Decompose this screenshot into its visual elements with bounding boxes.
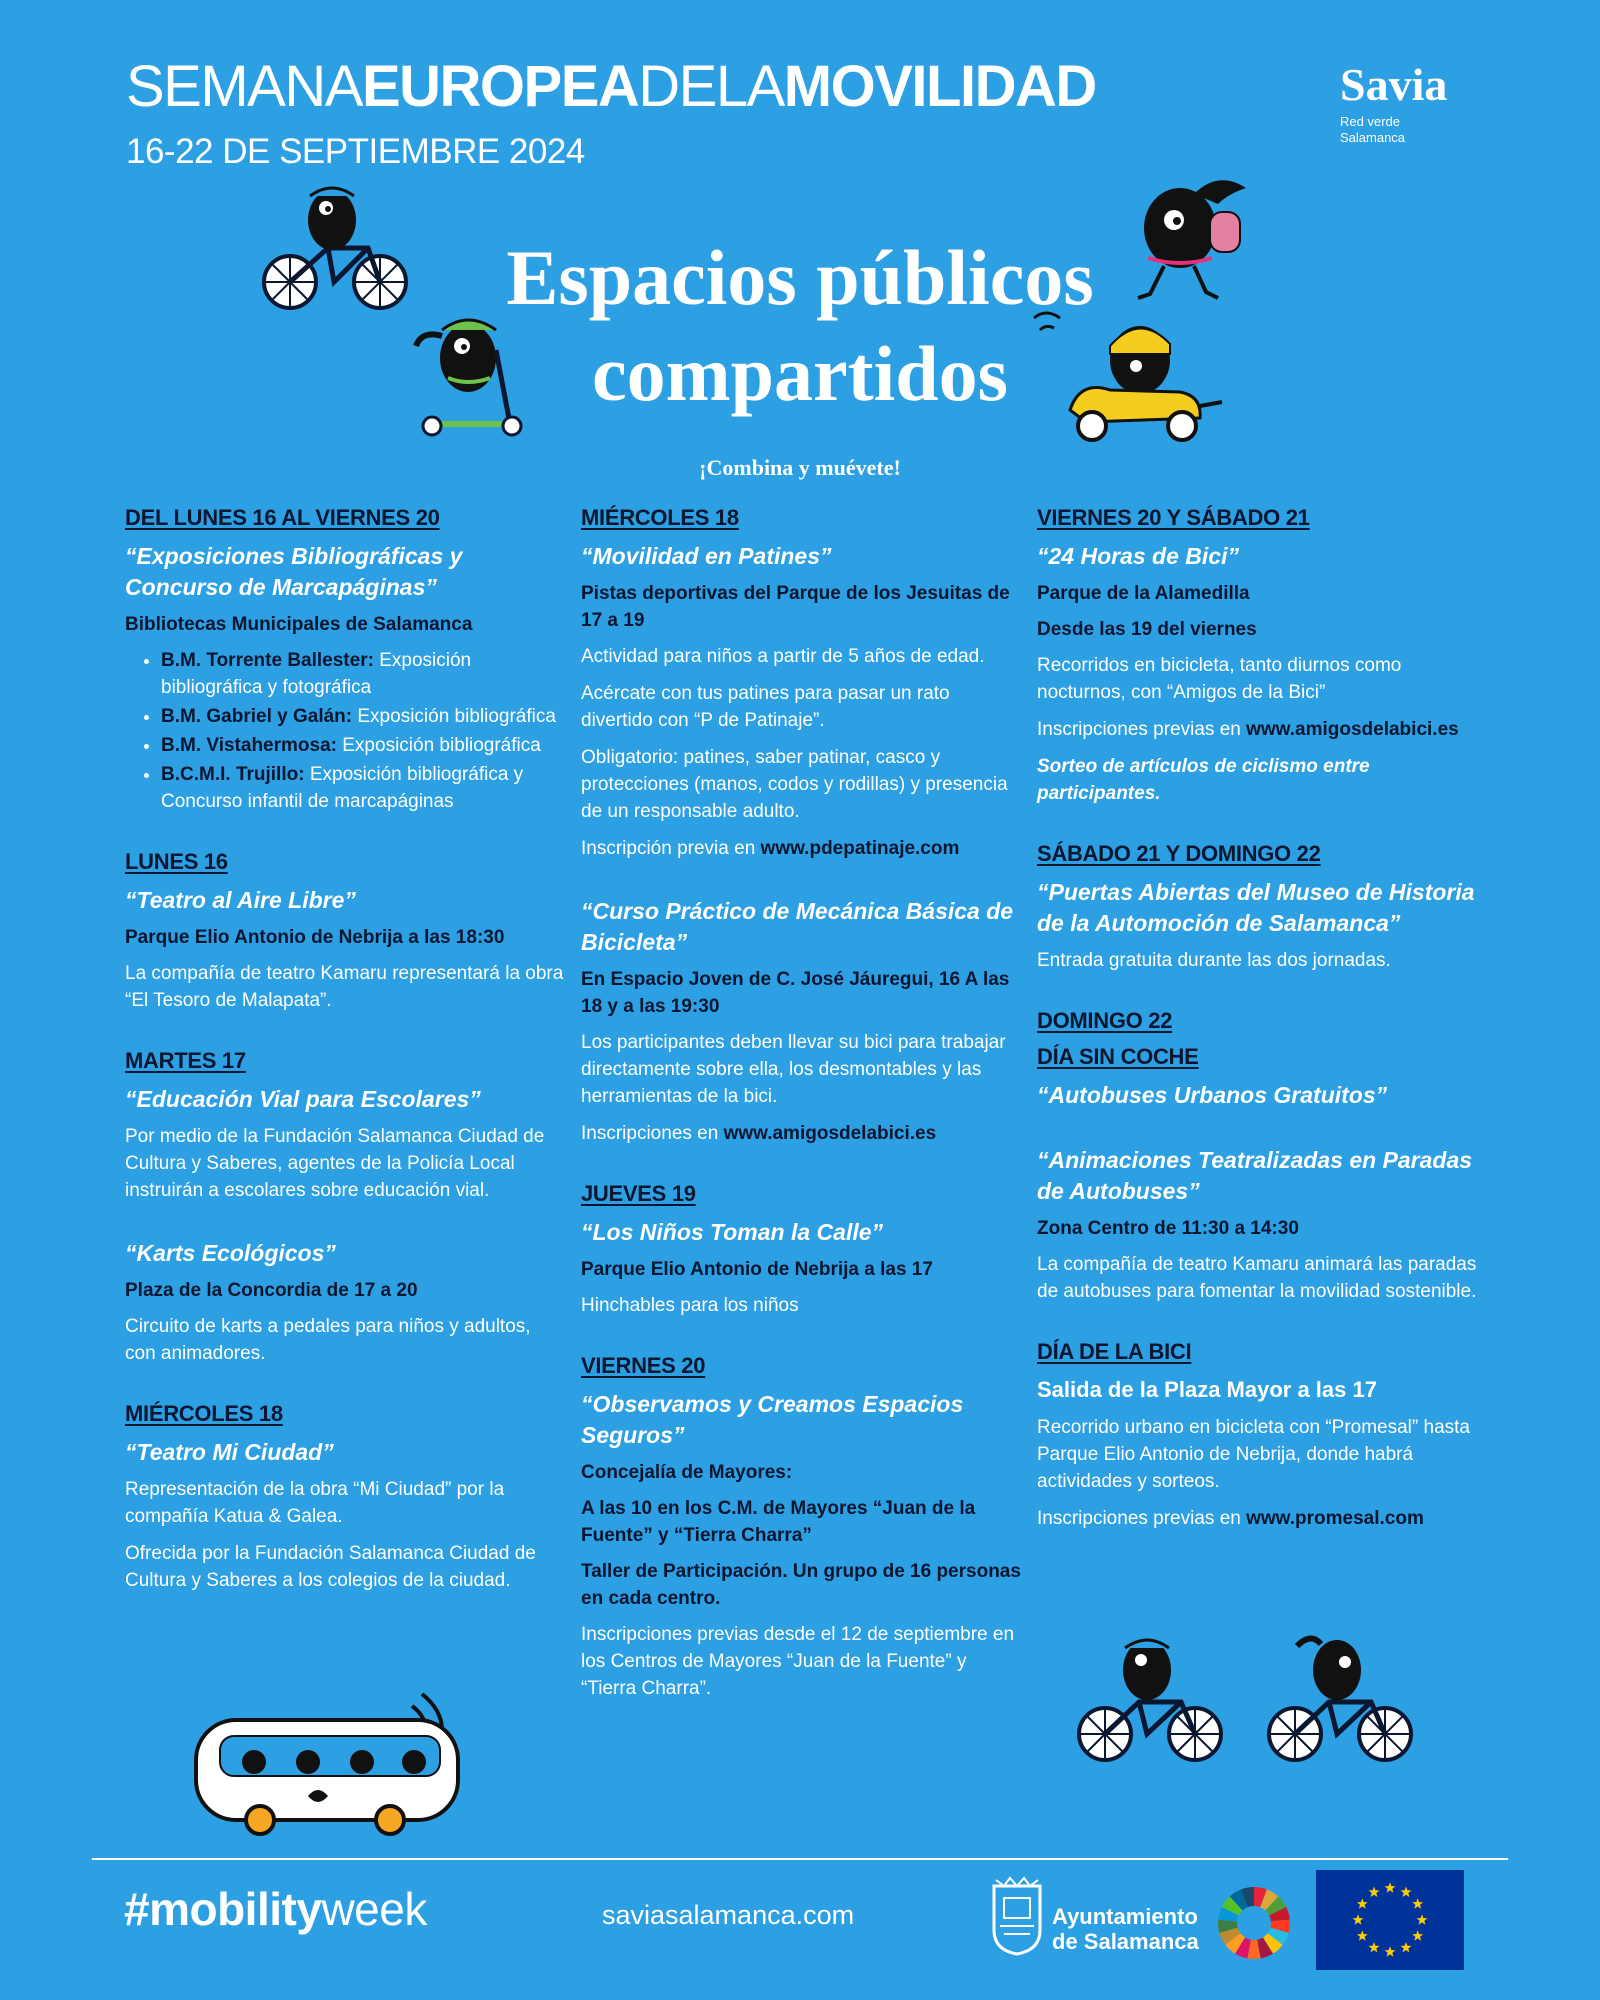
- day-heading: MARTES 17: [125, 1048, 246, 1073]
- moped-illustration: [1030, 310, 1230, 450]
- event-description-text: Circuito de karts a pedales para niños y adultos, con animadores.: [125, 1316, 531, 1364]
- program-block: [125, 849, 565, 1014]
- event-title-text: “24 Horas de Bici”: [1037, 543, 1239, 569]
- event-location-text: Pistas deportivas del Parque de los Jesuitas de 17 a 19: [581, 583, 1010, 631]
- program-block: [1037, 1145, 1477, 1305]
- day-heading: MIÉRCOLES 18: [581, 505, 739, 530]
- city-crest-icon: [990, 1876, 1044, 1956]
- library-description: Exposición bibliográfica: [352, 706, 556, 727]
- program-block: [581, 1181, 1021, 1319]
- event-title: [126, 54, 1096, 119]
- savia-logo: [1340, 59, 1448, 147]
- event-location: [581, 580, 1021, 634]
- walker-illustration: [1120, 170, 1270, 310]
- event-description-text: Hinchables para los niños: [581, 1295, 799, 1316]
- event-title-text: “Puertas Abiertas del Museo de Historia de la Automoción de Salamanca”: [1037, 879, 1475, 936]
- day-heading: DEL LUNES 16 AL VIERNES 20: [125, 505, 440, 530]
- library-item: [161, 761, 565, 815]
- day-heading: SÁBADO 21 Y DOMINGO 22: [1037, 841, 1321, 866]
- program-block: [581, 505, 1021, 862]
- event-description: [1037, 652, 1477, 706]
- event-title-text: “Observamos y Creamos Espacios Seguros”: [581, 1391, 964, 1448]
- event-location: [1037, 580, 1477, 607]
- program-block: [1037, 505, 1477, 807]
- savia-brand: Savia: [1340, 59, 1448, 110]
- eu-flag-icon: [1316, 1870, 1464, 1970]
- event-title: [581, 1389, 1021, 1451]
- event-description-text: Representación de la obra “Mi Ciudad” por la compañía Katua & Galea.: [125, 1479, 505, 1527]
- event-title-text: “Exposiciones Bibliográficas y Concurso de Marcapáginas”: [125, 543, 463, 600]
- poster-title-line-1: Espacios públicos: [506, 234, 1094, 321]
- program-block: [125, 1401, 565, 1594]
- event-title: [125, 1437, 565, 1468]
- event-description-text: Obligatorio: patines, saber patinar, casco y protecciones (manos, codos y rodillas) y presencia de un responsable adulto.: [581, 747, 1008, 822]
- event-title: [1037, 1080, 1477, 1111]
- program-block: [581, 896, 1021, 1147]
- library-name: B.M. Torrente Ballester:: [161, 650, 374, 671]
- ayuntamiento-line-2: de Salamanca: [1052, 1929, 1199, 1954]
- event-location: [125, 924, 565, 951]
- event-description-text: Ofrecida por la Fundación Salamanca Ciudad de Cultura y Saberes a los colegios de la ciudad.: [125, 1543, 536, 1591]
- event-description: [125, 1123, 565, 1204]
- library-name: B.M. Vistahermosa:: [161, 735, 337, 756]
- event-location-text: Bibliotecas Municipales de Salamanca: [125, 614, 473, 635]
- event-description: [581, 1292, 1021, 1319]
- event-description: [581, 680, 1021, 734]
- website-link[interactable]: saviasalamanca.com: [602, 1900, 855, 1930]
- event-location-text: Parque Elio Antonio de Nebrija a las 17: [581, 1259, 933, 1280]
- event-title: [581, 541, 1021, 572]
- title-part-1: SEMANA: [126, 54, 362, 119]
- event-title: [1037, 1145, 1477, 1207]
- program-block: [125, 1238, 565, 1367]
- link-text[interactable]: www.promesal.com: [1246, 1508, 1424, 1529]
- event-title-text: “Teatro Mi Ciudad”: [125, 1439, 334, 1465]
- library-item: [161, 732, 565, 759]
- event-title: [1037, 877, 1477, 939]
- library-description: Exposición bibliográfica y Concurso infantil de marcapáginas: [161, 764, 524, 812]
- library-list: [125, 647, 565, 815]
- link-text[interactable]: www.pdepatinaje.com: [760, 838, 960, 859]
- event-location-text: Concejalía de Mayores:: [581, 1462, 793, 1483]
- event-location: [581, 1558, 1021, 1612]
- event-description: [581, 744, 1021, 825]
- sdg-wheel-icon: [1215, 1884, 1293, 1962]
- day-heading: MIÉRCOLES 18: [125, 1401, 283, 1426]
- title-part-3: DELA: [638, 54, 784, 119]
- event-title-text: “Autobuses Urbanos Gratuitos”: [1037, 1082, 1388, 1108]
- event-title: [125, 541, 565, 603]
- event-location-text: Parque de la Alamedilla: [1037, 583, 1250, 604]
- event-location-text: Parque Elio Antonio de Nebrija a las 18:30: [125, 927, 505, 948]
- event-location-text: Zona Centro de 11:30 a 14:30: [1037, 1218, 1299, 1239]
- title-part-2: EUROPEA: [361, 54, 639, 119]
- event-description: [581, 1621, 1021, 1702]
- event-description-text: La compañía de teatro Kamaru representará la obra “El Tesoro de Malapata”.: [125, 963, 564, 1011]
- event-title-text: “Teatro al Aire Libre”: [125, 887, 356, 913]
- program-column-3: [1037, 505, 1477, 1566]
- link-text[interactable]: www.amigosdelabici.es: [1246, 719, 1459, 740]
- library-description: Exposición bibliográfica y fotográfica: [161, 650, 472, 698]
- title-part-4: MOVILIDAD: [783, 54, 1096, 119]
- ayuntamiento-line-1: Ayuntamiento: [1052, 1904, 1198, 1929]
- event-title-text: “Los Niños Toman la Calle”: [581, 1219, 884, 1245]
- event-description: [1037, 1251, 1477, 1305]
- program-block: [1037, 841, 1477, 974]
- event-location: [1037, 1215, 1477, 1242]
- library-description: Exposición bibliográfica: [336, 735, 541, 756]
- program-block: [125, 505, 565, 815]
- footer-divider: [92, 1858, 1508, 1860]
- event-description-text: Inscripciones previas en: [1037, 719, 1247, 740]
- day-heading: VIERNES 20 Y SÁBADO 21: [1037, 505, 1310, 530]
- library-name: B.C.M.I. Trujillo:: [161, 764, 305, 785]
- event-description: [581, 1120, 1021, 1147]
- program-column-2: [581, 505, 1021, 1736]
- event-location: [581, 966, 1021, 1020]
- library-item: [161, 703, 565, 730]
- poster-title-line-2: compartidos: [592, 330, 1008, 417]
- event-description: [581, 1029, 1021, 1110]
- event-location: [581, 1459, 1021, 1486]
- ayuntamiento-logo: [990, 1876, 1199, 1961]
- event-title: [125, 885, 565, 916]
- hashtag-rest: week: [321, 1883, 427, 1935]
- day-heading: DÍA DE LA BICI: [1037, 1339, 1192, 1364]
- event-description-text: La compañía de teatro Kamaru animará las paradas de autobuses para fomentar la movilidad sostenible.: [1037, 1254, 1477, 1302]
- day-heading: LUNES 16: [125, 849, 228, 874]
- event-location: [1037, 1375, 1477, 1405]
- event-location: [581, 1256, 1021, 1283]
- event-note-text: Sorteo de artículos de ciclismo entre participantes.: [1037, 756, 1370, 804]
- event-description-text: Recorridos en bicicleta, tanto diurnos como nocturnos, con “Amigos de la Bici”: [1037, 655, 1402, 703]
- hashtag-bold: #mobility: [124, 1883, 322, 1935]
- event-description-text: Inscripciones previas en: [1037, 1508, 1247, 1529]
- event-location-text: Salida de la Plaza Mayor a las 17: [1037, 1377, 1377, 1402]
- event-dates: 16-22 DE SEPTIEMBRE 2024: [126, 132, 585, 171]
- program-column-1: [125, 505, 565, 1628]
- event-title-text: “Educación Vial para Escolares”: [125, 1086, 481, 1112]
- event-location-text: A las 10 en los C.M. de Mayores “Juan de la Fuente” y “Tierra Charra”: [581, 1498, 976, 1546]
- library-item: [161, 647, 565, 701]
- event-location-text: Desde las 19 del viernes: [1037, 619, 1257, 640]
- event-description-text: Por medio de la Fundación Salamanca Ciudad de Cultura y Saberes, agentes de la Policía Local instruirán a escolares sobre educación vial.: [125, 1126, 545, 1201]
- event-location-text: En Espacio Joven de C. José Jáuregui, 16 A las 18 y a las 19:30: [581, 969, 1010, 1017]
- savia-sub-2: Salamanca: [1340, 130, 1406, 146]
- event-title-text: “Movilidad en Patines”: [581, 543, 832, 569]
- event-description-text: Recorrido urbano en bicicleta con “Promesal” hasta Parque Elio Antonio de Nebrija, donde habrá actividades y sorteos.: [1037, 1417, 1470, 1492]
- event-location: [581, 1495, 1021, 1549]
- event-description: [1037, 1505, 1477, 1532]
- two-cyclists-illustration: [1075, 1630, 1425, 1770]
- program-block: [581, 1353, 1021, 1702]
- event-location-text: Taller de Participación. Un grupo de 16 personas en cada centro.: [581, 1561, 1021, 1609]
- event-title: [125, 1084, 565, 1115]
- event-title-text: “Animaciones Teatralizadas en Paradas de Autobuses”: [1037, 1147, 1473, 1204]
- program-block: [1037, 1008, 1477, 1111]
- program-block: [1037, 1339, 1477, 1532]
- event-description-text: Inscripciones en: [581, 1123, 724, 1144]
- event-location: [125, 611, 565, 638]
- hashtag: [124, 1882, 427, 1936]
- savia-sub-1: Red verde: [1340, 114, 1400, 129]
- event-description: [125, 960, 565, 1014]
- event-location-text: Plaza de la Concordia de 17 a 20: [125, 1280, 418, 1301]
- event-title-text: “Curso Práctico de Mecánica Básica de Bicicleta”: [581, 898, 1014, 955]
- event-title: [581, 896, 1021, 958]
- cyclist-illustration-top-left: [258, 178, 418, 318]
- day-subheading: DÍA SIN COCHE: [1037, 1044, 1199, 1069]
- day-heading: DOMINGO 22: [1037, 1008, 1173, 1033]
- event-description-text: Los participantes deben llevar su bici para trabajar directamente sobre ella, los desmontables y las herramientas de la bici.: [581, 1032, 1006, 1107]
- event-description: [1037, 1414, 1477, 1495]
- link-text[interactable]: www.amigosdelabici.es: [723, 1123, 937, 1144]
- event-description-text: Inscripciones previas desde el 12 de septiembre en los Centros de Mayores “Juan de la Fuente” y “Tierra Charra”.: [581, 1624, 1015, 1699]
- event-location: [125, 1277, 565, 1304]
- event-description-text: Acércate con tus patines para pasar un rato divertido con “P de Patinaje”.: [581, 683, 950, 731]
- bus-illustration: [190, 1680, 490, 1840]
- scooter-illustration: [408, 300, 538, 440]
- event-description: [1037, 947, 1477, 974]
- event-title: [581, 1217, 1021, 1248]
- library-name: B.M. Gabriel y Galán:: [161, 706, 353, 727]
- event-description: [581, 835, 1021, 862]
- event-description-text: Inscripción previa en: [581, 838, 761, 859]
- event-description: [1037, 716, 1477, 743]
- event-description: [125, 1313, 565, 1367]
- program-block: [125, 1048, 565, 1204]
- day-heading: VIERNES 20: [581, 1353, 706, 1378]
- event-description-text: Actividad para niños a partir de 5 años de edad.: [581, 646, 985, 667]
- event-note: [1037, 753, 1477, 807]
- event-description: [125, 1476, 565, 1530]
- event-description: [581, 643, 1021, 670]
- day-heading: JUEVES 19: [581, 1181, 696, 1206]
- event-title: [125, 1238, 565, 1269]
- tagline: ¡Combina y muévete!: [699, 455, 901, 480]
- event-description: [125, 1540, 565, 1594]
- event-title: [1037, 541, 1477, 572]
- event-title-text: “Karts Ecológicos”: [125, 1240, 336, 1266]
- event-location: [1037, 616, 1477, 643]
- event-description-text: Entrada gratuita durante las dos jornadas.: [1037, 950, 1391, 971]
